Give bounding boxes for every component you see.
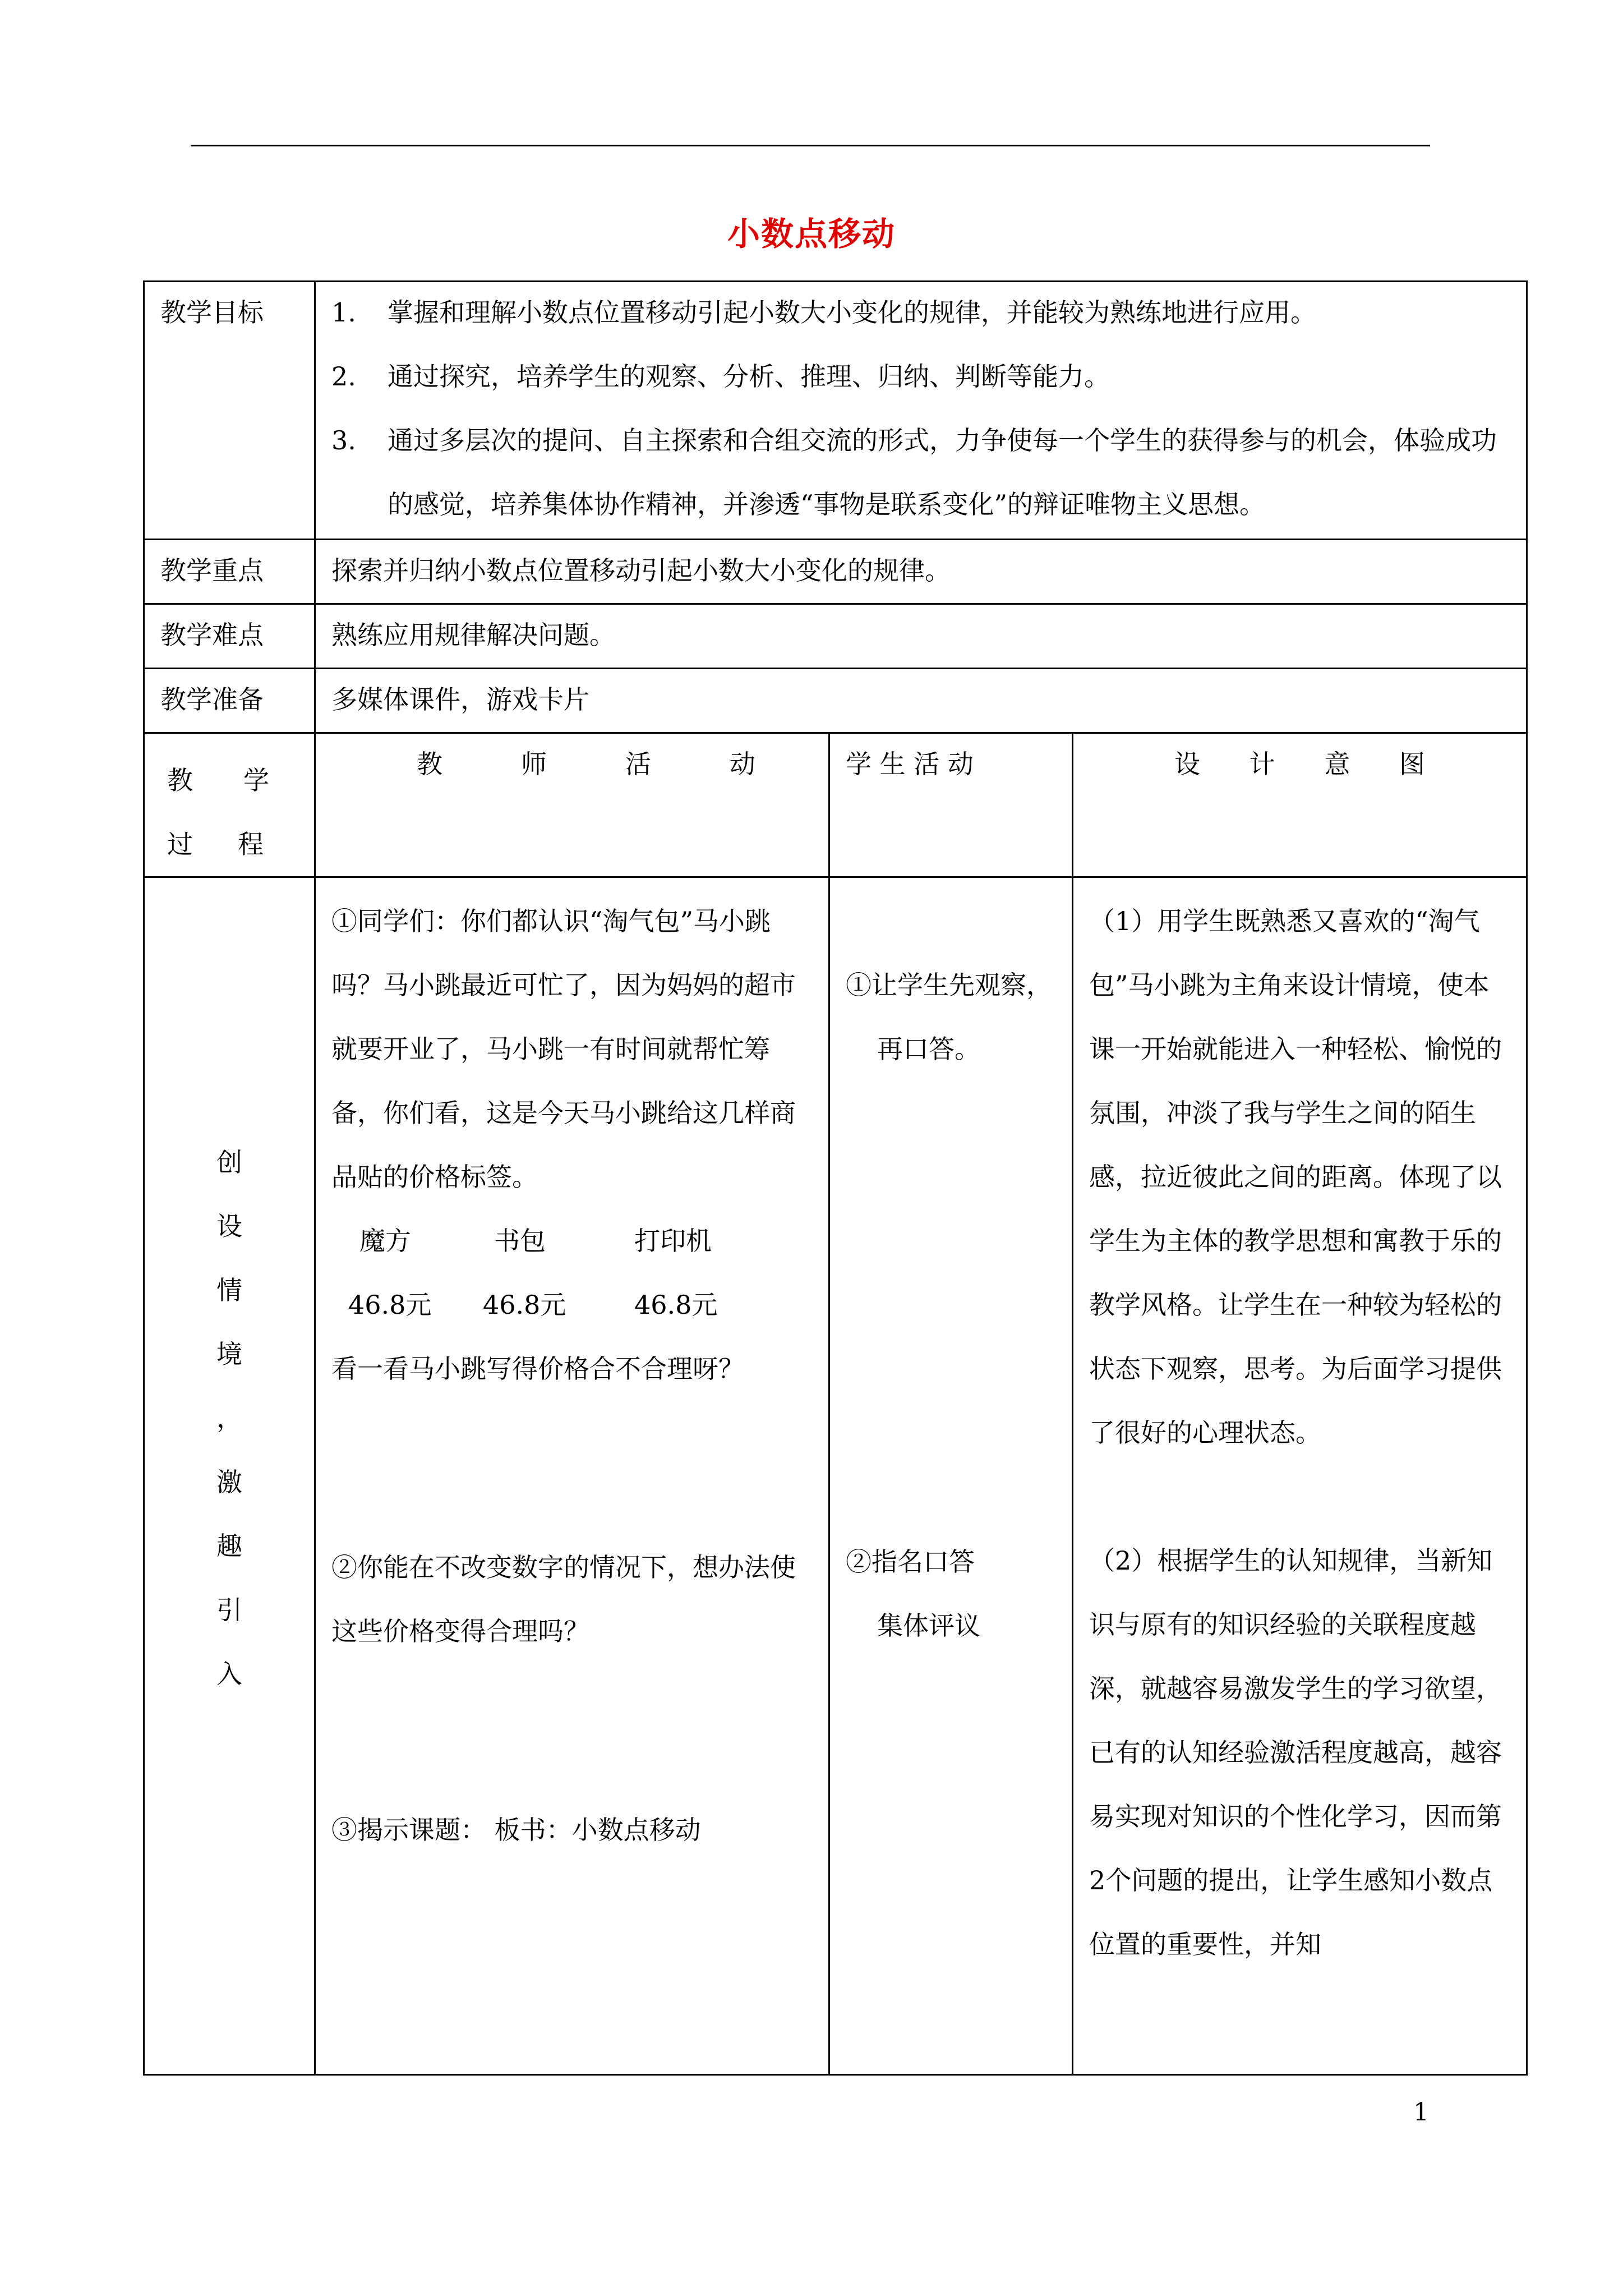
teacher-activity: [315, 877, 829, 2075]
header-char: 设: [1174, 749, 1200, 779]
goal-text: 掌握和理解小数点位置移动引起小数大小变化的规律，并能较为熟练地进行应用。: [388, 297, 1316, 328]
header-design: [1073, 733, 1527, 877]
header-char: 意: [1324, 749, 1350, 779]
stage-char: 设: [216, 1211, 242, 1241]
teacher-paragraph: ②你能在不改变数字的情况下，想办法使这些价格变得合理吗？: [331, 1552, 796, 1646]
goal-text: 通过探究，培养学生的观察、分析、推理、归纳、判断等能力。: [388, 361, 1110, 392]
goal-number: 1.: [331, 297, 356, 328]
difficulty-text: 熟练应用规律解决问题。: [315, 604, 1527, 669]
goal-number: 3.: [331, 425, 356, 455]
stage-char: 激: [216, 1467, 242, 1497]
stage-char: 情: [216, 1275, 242, 1305]
lesson-plan-table: [143, 280, 1528, 2076]
preparation-text: 多媒体课件，游戏卡片: [315, 669, 1527, 733]
teacher-paragraph: ①同学们：你们都认识“淘气包”马小跳吗？马小跳最近可忙了，因为妈妈的超市就要开业了，马小跳一有时间就帮忙筹备，你们看，这是今天马小跳给这几样商品贴的价格标签。: [331, 906, 796, 1192]
stage-char: 入: [216, 1659, 242, 1689]
header-char: 教: [417, 749, 442, 779]
key-text: 探索并归纳小数点位置移动引起小数大小变化的规律。: [315, 540, 1527, 604]
row-process-header: [144, 733, 1527, 877]
student-activity: [829, 877, 1073, 2075]
goal-text: 通过多层次的提问、自主探索和合组交流的形式，力争使每一个学生的获得参与的机会，体验成功的感觉，培养集体协作精神，并渗透“事物是联系变化”的辩证唯物主义思想。: [388, 425, 1497, 519]
goods-price: 46.8元: [483, 1290, 566, 1320]
page-title: 小数点移动: [727, 215, 896, 253]
design-paragraph: （2）根据学生的认知规律，当新知识与原有的知识经验的关联程度越深，就越容易激发学生的学习欲望，已有的认知经验激活程度越高，越容易实现对知识的个性化学习，因而第2个问题的提出，让学生感知小数点位置的重要性，并知: [1089, 1545, 1502, 1959]
goods-names: [331, 1209, 816, 1273]
label-preparation: 教学准备: [144, 669, 315, 733]
student-text: ②指名口答: [846, 1547, 975, 1577]
header-student: 学 生 活 动: [829, 733, 1073, 877]
row-key: [144, 540, 1527, 604]
goal-item: [331, 297, 1515, 328]
stage-char: 创: [216, 1147, 242, 1177]
header-rule: [191, 145, 1430, 146]
stage-char: 趣: [216, 1531, 242, 1561]
label-difficulty: 教学难点: [144, 604, 315, 669]
header-char: 师: [521, 749, 547, 779]
goals-cell: [315, 282, 1527, 540]
design-intent: [1073, 877, 1527, 2075]
goal-item: [331, 361, 1515, 392]
teacher-paragraph: ③揭示课题： 板书：小数点移动: [331, 1815, 701, 1845]
goods-price: 46.8元: [348, 1290, 432, 1320]
student-text: ①让学生先观察，: [846, 970, 1052, 1000]
row-difficulty: [144, 604, 1527, 669]
stage-char: 引: [216, 1595, 242, 1625]
header-char: 图: [1399, 749, 1426, 779]
header-char: 过: [167, 829, 193, 859]
page-number: 1: [1413, 2098, 1429, 2127]
label-process: [144, 733, 315, 877]
student-text: 集体评议: [877, 1611, 980, 1641]
stage1-label: [144, 877, 315, 2075]
header-char: 动: [730, 749, 755, 779]
goods-name: 魔方: [359, 1226, 411, 1256]
stage-char: 境: [216, 1339, 242, 1369]
goal-item: [331, 425, 1515, 536]
header-char: 计: [1249, 749, 1275, 779]
goods-prices: [331, 1273, 816, 1337]
header-char: 活: [625, 749, 651, 779]
row-goals: [144, 282, 1527, 540]
row-preparation: [144, 669, 1527, 733]
goal-number: 2.: [331, 361, 356, 392]
header-char: 学: [243, 765, 269, 795]
goods-name: 打印机: [634, 1226, 712, 1256]
header-teacher: [315, 733, 829, 877]
header-char: 教: [167, 765, 193, 795]
row-stage1: [144, 877, 1527, 2075]
teacher-paragraph: 看一看马小跳写得价格合不合理呀？: [331, 1354, 744, 1384]
goods-price: 46.8元: [634, 1290, 718, 1320]
design-paragraph: （1）用学生既熟悉又喜欢的“淘气包”马小跳为主角来设计情境，使本课一开始就能进入一种轻松、愉悦的氛围，冲淡了我与学生之间的陌生感，拉近彼此之间的距离。体现了以学生为主体的教学思想和寓教于乐的教学风格。让学生在一种较为轻松的状态下观察，思考。为后面学习提供了很好的心理状态。: [1089, 906, 1502, 1448]
label-goals: 教学目标: [144, 282, 315, 540]
label-key: 教学重点: [144, 540, 315, 604]
stage-char: ，: [216, 1403, 242, 1433]
student-text: 再口答。: [877, 1034, 980, 1064]
header-char: 程: [238, 829, 264, 859]
goods-name: 书包: [494, 1226, 546, 1256]
